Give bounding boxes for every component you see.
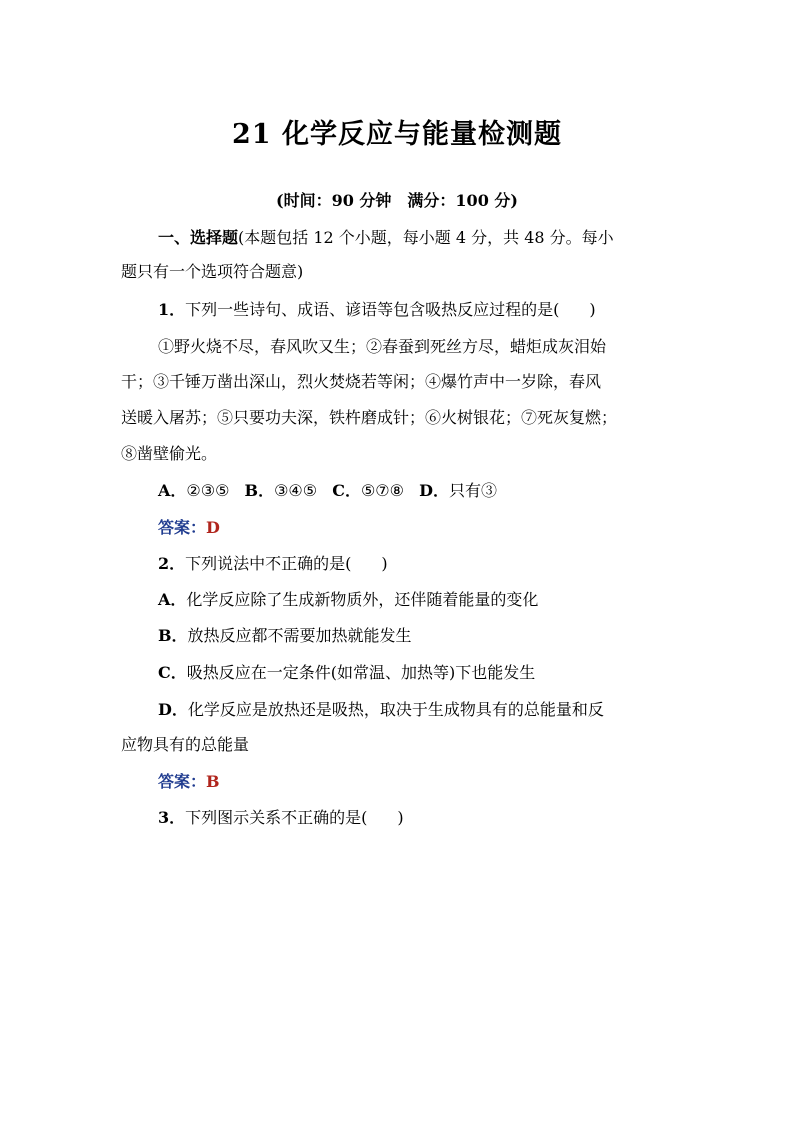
q1-option-b-label: B． [244, 481, 275, 500]
section1-desc-line2 [121, 262, 303, 282]
section1-heading-line [158, 228, 614, 248]
q2-option-c-text: 吸热反应在一定条件(如常温、加热等)下也能发生 [186, 663, 536, 682]
document-title: 21 化学反应与能量检测题 [232, 119, 562, 150]
q2-answer-line [158, 772, 220, 792]
q1-material-text2: 干；③千锤万凿出深山，烈火焚烧若等闲；④爆竹声中一岁除，春风 [121, 372, 602, 391]
section1-desc-line1: (本题包括 12 个小题，每小题 4 分，共 48 分。每小 [238, 228, 614, 247]
q1-options-line [158, 481, 497, 501]
q1-answer-value: D [206, 518, 220, 537]
q1-material-text1: ①野火烧不尽，春风吹又生；②春蚕到死丝方尽，蜡炬成灰泪始 [158, 337, 607, 356]
q1-material-line3 [121, 408, 617, 428]
exam-info [0, 191, 794, 211]
q2-answer-value: B [206, 772, 220, 791]
q2-option-d-text2: 应物具有的总能量 [121, 735, 250, 754]
q2-option-d-text1: 化学反应是放热还是吸热，取决于生成物具有的总能量和反 [187, 700, 604, 719]
q2-option-a-label: A． [158, 590, 187, 609]
exam-info-text: (时间：90 分钟 满分：100 分) [276, 191, 518, 210]
q3-stem-line [158, 808, 404, 828]
q2-number: 2． [158, 554, 186, 573]
q2-option-b-label: B． [158, 626, 188, 645]
q2-stem-close: ) [381, 554, 388, 573]
q2-stem: 下列说法中不正确的是( [185, 554, 352, 573]
q3-stem-close: ) [397, 808, 404, 827]
q1-material-text4: ⑧凿壁偷光。 [121, 444, 218, 463]
q3-stem: 下列图示关系不正确的是( [185, 808, 368, 827]
q2-option-b-text: 放热反应都不需要加热就能发生 [187, 626, 412, 645]
q1-option-a-label: A． [158, 481, 187, 500]
q1-answer-line [158, 518, 220, 538]
q1-material-line1 [158, 337, 606, 357]
q1-answer-label: 答案： [158, 518, 207, 537]
q1-option-a-text: ②③⑤ [186, 481, 230, 500]
q1-option-d-label: D． [419, 481, 449, 500]
q1-stem-line [158, 300, 596, 320]
q1-number: 1． [158, 300, 186, 319]
q1-option-c-label: C． [332, 481, 361, 500]
q1-option-c-text: ⑤⑦⑧ [360, 481, 404, 500]
q3-number: 3． [158, 808, 186, 827]
q2-stem-line [158, 554, 388, 574]
q2-option-d-label: D． [158, 700, 188, 719]
q1-stem-close: ) [589, 300, 596, 319]
q2-option-a [158, 590, 538, 610]
q2-option-c [158, 663, 535, 683]
q2-answer-label: 答案： [158, 772, 207, 791]
q1-material-text3: 送暖入屠苏；⑤只要功夫深，铁杵磨成针；⑥火树银花；⑦死灰复燃； [121, 408, 618, 427]
q2-option-d [158, 700, 604, 720]
q1-material-line2 [121, 372, 601, 392]
q1-stem: 下列一些诗句、成语、谚语等包含吸热反应过程的是( [185, 300, 560, 319]
q2-option-d-continued [121, 735, 249, 755]
q1-option-b-text: ③④⑤ [274, 481, 318, 500]
q1-material-line4 [121, 444, 217, 464]
q1-option-d-text: 只有③ [448, 481, 497, 500]
q2-option-c-label: C． [158, 663, 187, 682]
section1-heading: 一、选择题 [158, 228, 239, 247]
q2-option-b [158, 626, 412, 646]
q2-option-a-text: 化学反应除了生成新物质外，还伴随着能量的变化 [186, 590, 539, 609]
section1-desc-text2: 题只有一个选项符合题意) [121, 262, 304, 281]
